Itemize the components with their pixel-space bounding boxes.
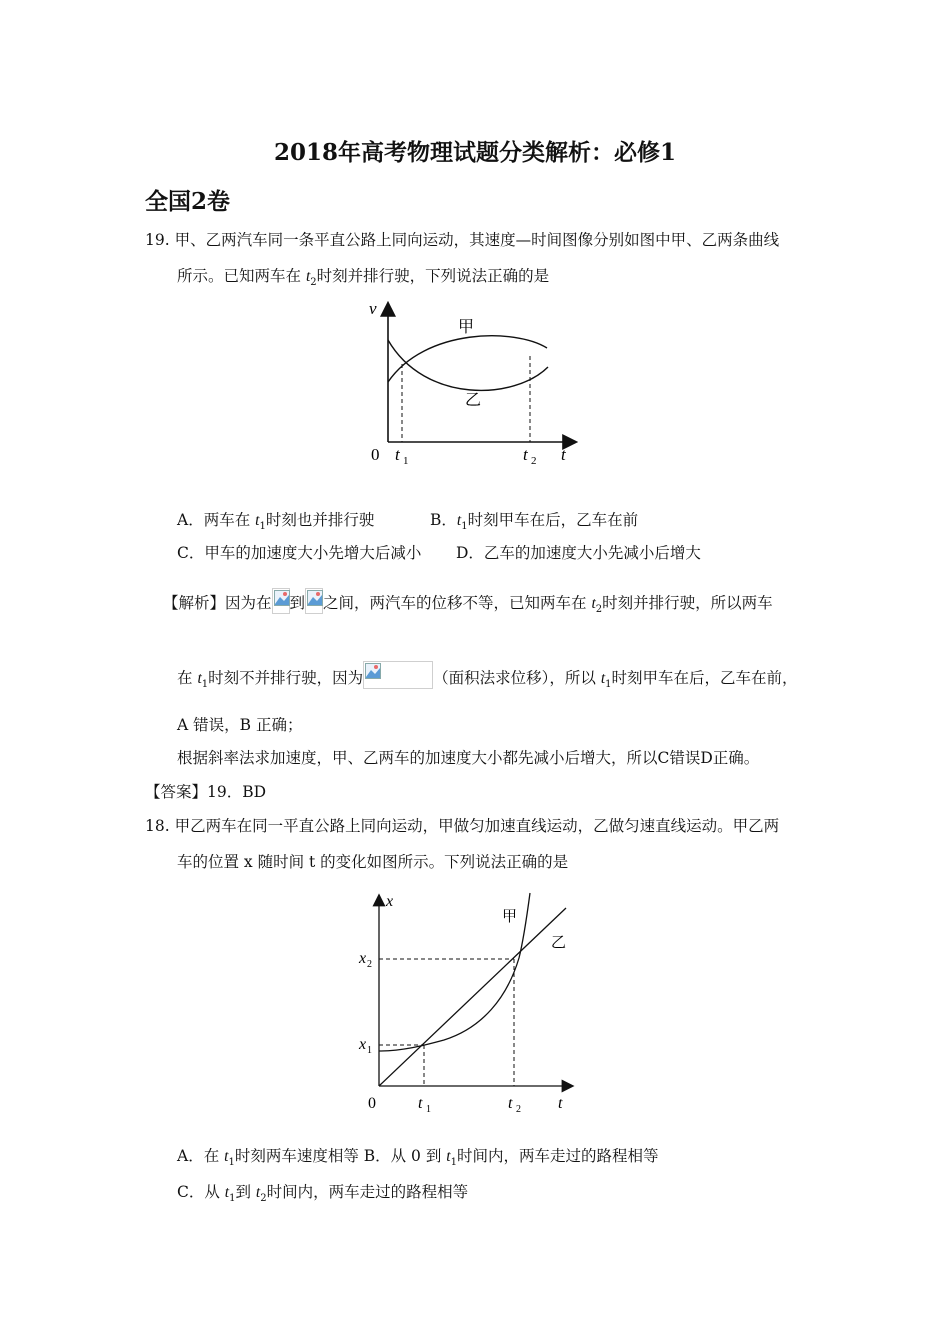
q19-analysis-line3: A 错误，B 正确； xyxy=(177,716,303,734)
curve-jia xyxy=(388,336,547,382)
t2-sub: 2 xyxy=(516,1104,521,1115)
q19-analysis-line2: 在 $t_1$时刻不并排行驶，因为 （面积法求位移），所以 $t_1$时刻甲车在后，乙车在前， xyxy=(177,661,798,690)
page-title: 2018年高考物理试题分类解析：必修1 xyxy=(273,139,677,166)
x2-label: x xyxy=(359,950,367,967)
yi-label: 乙 xyxy=(551,933,567,951)
t1-sub: 1 xyxy=(403,455,409,467)
q18-option-c: C．从 $t_1$到 $t_2$时间内，两车走过的路程相等 xyxy=(177,1183,469,1205)
jia-label: 甲 xyxy=(458,317,475,336)
section-heading: 全国2卷 xyxy=(145,188,231,215)
q19-option-d: D．乙车的加速度大小先减小后增大 xyxy=(456,544,701,562)
x1-label: x xyxy=(359,1036,367,1053)
t1-label: t xyxy=(418,1095,423,1112)
yi-label: 乙 xyxy=(465,390,482,409)
q18-option-ab: A．在 $t_1$时刻两车速度相等 B．从 0 到 $t_1$时间内，两车走过的路程相等 xyxy=(177,1147,659,1169)
q19-answer: 【答案】19．BD xyxy=(145,783,267,801)
q19-option-a: A．两车在 $t_1$时刻也并排行驶 xyxy=(177,511,375,533)
t-label: t xyxy=(561,445,566,464)
q19-analysis-line1: 【解析】因为在 到 之间，两汽车的位移不等，已知两车在 $t_2$时刻并排行驶，所以两车 xyxy=(163,588,773,615)
t1-label: t xyxy=(395,445,400,464)
curve-yi xyxy=(388,340,548,390)
x2-sub: 2 xyxy=(367,959,372,970)
t2-label: t xyxy=(523,445,528,464)
t1-sub: 1 xyxy=(426,1104,431,1115)
broken-image-icon xyxy=(272,588,290,614)
t-label: t xyxy=(558,1095,563,1112)
x-label: x xyxy=(386,893,394,910)
t2-sub: 2 xyxy=(531,455,537,467)
q19-option-b: B．$t_1$时刻甲车在后，乙车在前 xyxy=(430,511,639,533)
origin-label: 0 xyxy=(371,445,380,464)
q19-stem-line2: 所示。已知两车在 $t_2$时刻并排行驶，下列说法正确的是 xyxy=(177,267,550,289)
q18-xt-figure xyxy=(352,888,592,1120)
q18-stem-line2: 车的位置 x 随时间 t 的变化如图所示。下列说法正确的是 xyxy=(177,853,569,871)
broken-image-icon xyxy=(363,661,433,689)
origin-label: 0 xyxy=(368,1095,376,1112)
q19-analysis-line4: 根据斜率法求加速度，甲、乙两车的加速度大小都先减小后增大，所以C错误D正确。 xyxy=(177,749,760,767)
x1-sub: 1 xyxy=(367,1045,372,1056)
jia-label: 甲 xyxy=(502,907,518,925)
broken-image-icon xyxy=(305,588,323,614)
v-label: v xyxy=(369,299,377,318)
q19-vt-figure xyxy=(355,292,595,472)
line-yi xyxy=(379,908,566,1086)
t2-label: t xyxy=(508,1095,513,1112)
q19-option-c: C．甲车的加速度大小先增大后减小 xyxy=(177,544,422,562)
q18-stem-line1: 18. 甲乙两车在同一平直公路上同向运动，甲做匀加速直线运动，乙做匀速直线运动。甲乙两 xyxy=(145,817,780,835)
q19-stem-line1: 19. 甲、乙两汽车同一条平直公路上同向运动，其速度—时间图像分别如图中甲、乙两条曲线 xyxy=(145,231,780,249)
